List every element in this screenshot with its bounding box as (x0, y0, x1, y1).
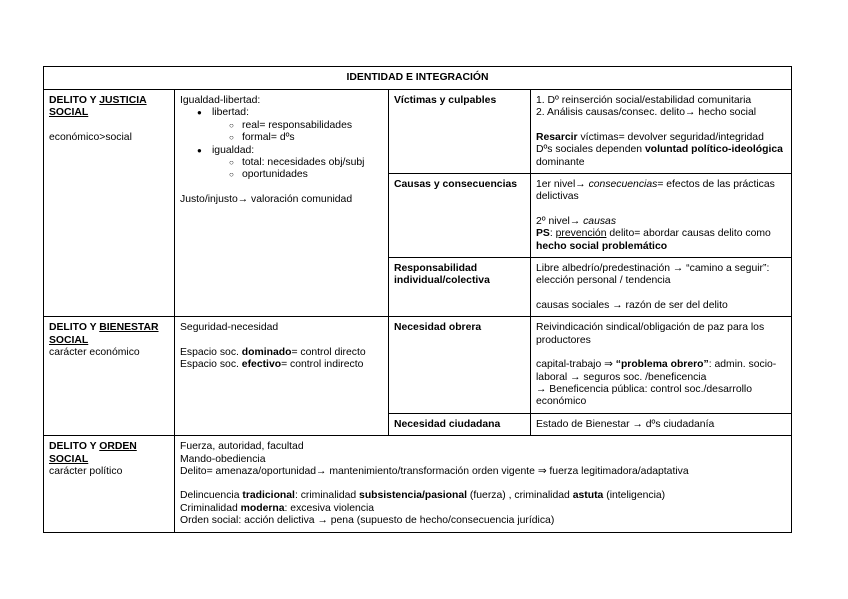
bullet-list (180, 107, 383, 181)
list-item-label: libertad: (212, 107, 249, 119)
list-item (180, 107, 383, 144)
label-causas: Causas y consecuencias (389, 174, 531, 258)
heading-underlined: JUSTICIA SOCIAL (49, 95, 147, 119)
text: : admin. socio-laboral → seguros soc. /beneficencia (536, 359, 777, 383)
row-orden (44, 436, 792, 532)
text-line (536, 132, 786, 144)
bold-text: voluntad político-ideológica (644, 144, 783, 156)
text-line: Justo/injusto→ valoración comunidad (180, 193, 353, 205)
row-bienestar-obrera (44, 317, 792, 413)
text-line (536, 216, 786, 228)
heading-prefix: DELITO Y (49, 95, 100, 106)
text: : (549, 228, 556, 240)
text: : excesiva violencia (284, 502, 375, 514)
text: = efectos de las prácticas delictivas (536, 179, 775, 203)
label-responsabilidad: Responsabilidad individual/colectiva (389, 258, 531, 317)
text: Criminalidad (180, 502, 241, 514)
text: : criminalidad (294, 490, 360, 502)
bold-text: hecho social problemático (536, 240, 668, 252)
bold-text: subsistencia/pasional (359, 490, 468, 502)
bold-text: moderna (240, 502, 285, 514)
text: (inteligencia) (603, 490, 666, 502)
text-line (536, 228, 786, 253)
list-item (180, 145, 383, 182)
text: 2º nivel→ (536, 215, 584, 227)
text-line: Fuerza, autoridad, facultad (180, 441, 304, 453)
text-line: → Beneficencia pública: control soc./desarrollo económico (536, 383, 753, 408)
sub-list (212, 120, 383, 145)
text-line (536, 179, 786, 204)
detail-ciudadana: Estado de Bienestar → dºs ciudadanía (531, 413, 792, 435)
sub-list (212, 157, 383, 182)
list-item: ○ real= responsabilidades (212, 120, 383, 132)
section-subtitle: carácter político (49, 465, 123, 477)
text-line (180, 503, 786, 515)
text: = control directo (291, 346, 366, 358)
bienestar-concepts (175, 317, 389, 436)
section-subtitle: económico>social (49, 131, 132, 143)
detail-causas (531, 174, 792, 258)
section-subtitle: carácter económico (49, 347, 140, 359)
detail-victimas (531, 90, 792, 174)
text: 1er nivel→ (536, 179, 589, 191)
text-line (180, 359, 383, 371)
text: víctimas= devolver seguridad/integridad (577, 131, 764, 143)
text: = control indirecto (281, 359, 364, 371)
text-line: Libre albedrío/predestinación → “camino a seguir”: elección personal / tendencia (536, 263, 770, 287)
list-item: ○ oportunidades (212, 169, 383, 181)
text-line: Delito= amenaza/oportunidad→ mantenimiento/transformación orden vigente ⇒ fuerza legitimadora/adaptativa (180, 465, 689, 477)
table-title: IDENTIDAD E INTEGRACIÓN (44, 67, 792, 90)
text-line (180, 490, 786, 502)
text: Delincuencia (180, 490, 243, 502)
bold-text: dominado (241, 346, 292, 358)
text: Espacio soc. (180, 359, 242, 371)
section-justicia-social (44, 90, 175, 317)
bold-text: Resarcir (536, 131, 578, 143)
text-line: Igualdad-libertad: (180, 95, 261, 106)
label-victimas: Víctimas y culpables (389, 90, 531, 174)
text: dominante (536, 156, 585, 168)
text-line: Orden social: acción delictiva → pena (supuesto de hecho/consecuencia jurídica) (180, 515, 555, 527)
text-line (180, 347, 383, 359)
text: Dºs sociales dependen (536, 144, 645, 156)
detail-obrera (531, 317, 792, 413)
list-item: ○ total: necesidades obj/subj (212, 157, 383, 169)
text-line: Reivindicación sindical/obligación de paz para los productores (536, 322, 765, 346)
text: (fuerza) , criminalidad (467, 490, 573, 502)
text-line (536, 144, 786, 169)
justicia-concepts (175, 90, 389, 317)
section-heading (49, 441, 169, 466)
identity-table (43, 66, 792, 533)
bold-text: PS (536, 228, 550, 240)
list-item-label: igualdad: (212, 144, 255, 156)
text-line: 1. Dº reinserción social/estabilidad comunitaria (536, 95, 752, 106)
list-item: ○ formal= dºs (212, 132, 383, 144)
underlined-text: prevención (555, 228, 607, 240)
italic-text: consecuencias (588, 179, 658, 191)
section-orden-social (44, 436, 175, 532)
section-heading (49, 322, 169, 347)
title-row (44, 67, 792, 90)
bold-text: astuta (572, 490, 604, 502)
text: delito= abordar causas delito como (606, 228, 771, 240)
heading-prefix: DELITO Y (49, 322, 100, 334)
bold-text: “problema obrero” (615, 359, 709, 371)
italic-text: causas (583, 215, 617, 227)
detail-orden (175, 436, 792, 532)
text-line: 2. Análisis causas/consec. delito→ hecho social (536, 107, 757, 119)
row-justicia-victimas (44, 90, 792, 174)
text: capital-trabajo ⇒ (536, 359, 616, 371)
detail-responsabilidad (531, 258, 792, 317)
label-ciudadana: Necesidad ciudadana (389, 413, 531, 435)
bold-text: efectivo (241, 359, 282, 371)
text-line: causas sociales → razón de ser del delito (536, 299, 728, 311)
text-line: Mando-obediencia (180, 453, 266, 465)
bold-text: tradicional (242, 490, 295, 502)
section-heading (49, 95, 169, 120)
section-bienestar-social (44, 317, 175, 436)
heading-underlined: ORDEN SOCIAL (49, 441, 137, 465)
text-line: Seguridad-necesidad (180, 322, 279, 334)
label-obrera: Necesidad obrera (389, 317, 531, 413)
text-line (536, 359, 786, 384)
text: Espacio soc. (180, 346, 242, 358)
heading-prefix: DELITO Y (49, 441, 100, 453)
heading-underlined: BIENESTAR SOCIAL (49, 322, 159, 346)
